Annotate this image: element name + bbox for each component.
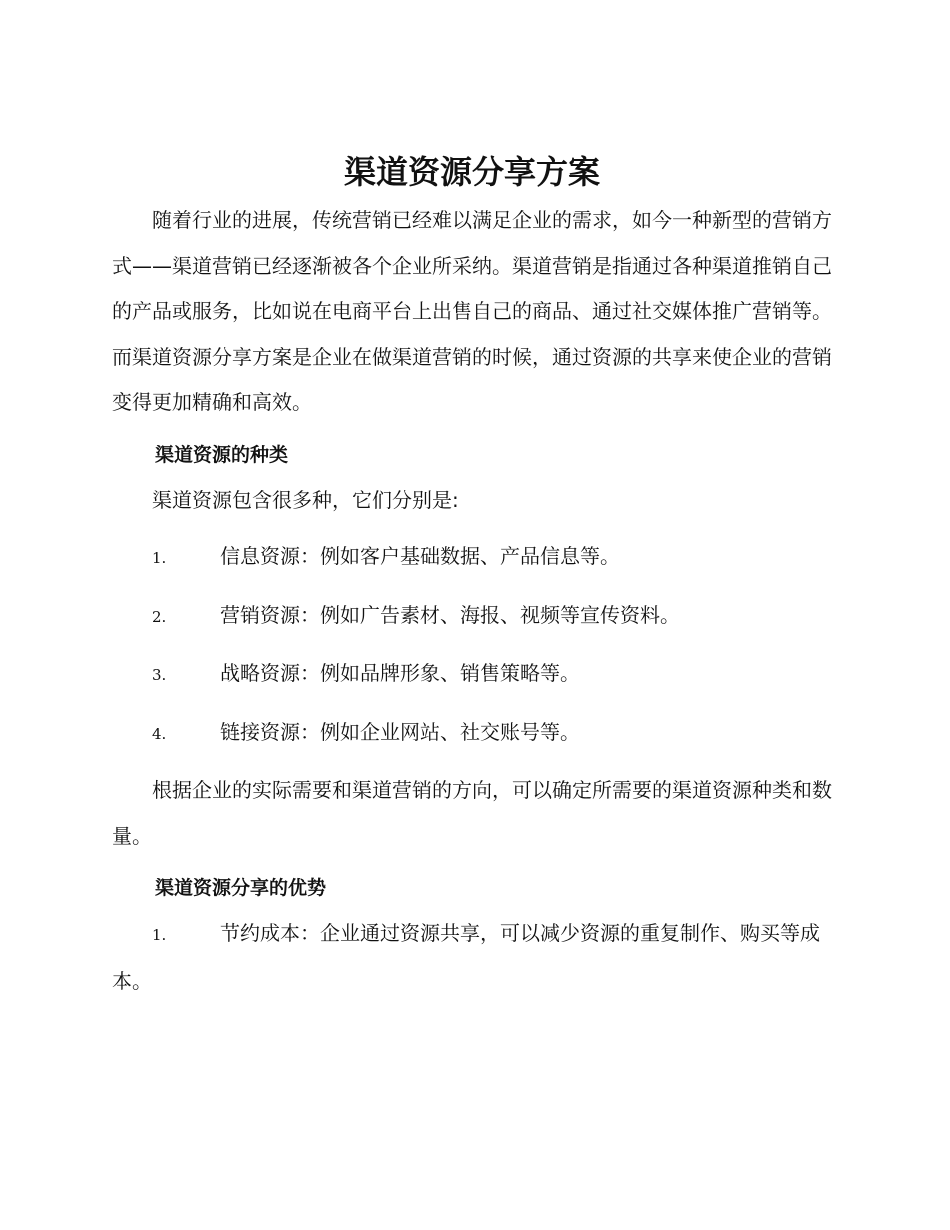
list-item [112,651,832,699]
list-item-text: 战略资源：例如品牌形象、销售策略等。 [220,661,580,685]
section-heading-types: 渠道资源的种类 [155,443,289,466]
list-number: 1. [152,926,167,944]
list-number: 4. [152,724,167,743]
intro-paragraph: 随着行业的进展，传统营销已经难以满足企业的需求，如今一种新型的营销方式——渠道营销已经逐渐被各个企业所采纳。渠道营销是指通过各种渠道推销自己的产品或服务，比如说在电商平台上出售自己的商品、通过社交媒体推广营销等。而渠道资源分享方案是企业在做渠道营销的时候，通过资源的共享来使企业的营销变得更加精确和高效。 [112,208,832,414]
list-item [112,710,832,758]
types-lead-paragraph: 渠道资源包含很多种，它们分别是: [152,487,459,512]
types-closing-paragraph: 根据企业的实际需要和渠道营销的方向，可以确定所需要的渠道资源种类和数量。 [112,778,832,848]
list-item [112,534,832,582]
section-heading-advantages: 渠道资源分享的优势 [155,877,327,899]
document-page [112,150,832,1004]
list-item-text: 链接资源：例如企业网站、社交账号等。 [220,719,580,744]
list-item-text: 信息资源：例如客户基础数据、产品信息等。 [220,544,620,568]
list-item-text: 节约成本：企业通过资源共享，可以减少资源的重复制作、购买等成本。 [112,921,820,993]
list-item-text: 营销资源：例如广告素材、海报、视频等宣传资料。 [220,602,680,627]
list-item [112,911,832,1004]
list-item [112,593,832,641]
document-title: 渠道资源分享方案 [343,153,600,191]
list-number: 2. [152,607,167,626]
list-number: 3. [152,666,167,684]
list-number: 1. [152,549,167,567]
